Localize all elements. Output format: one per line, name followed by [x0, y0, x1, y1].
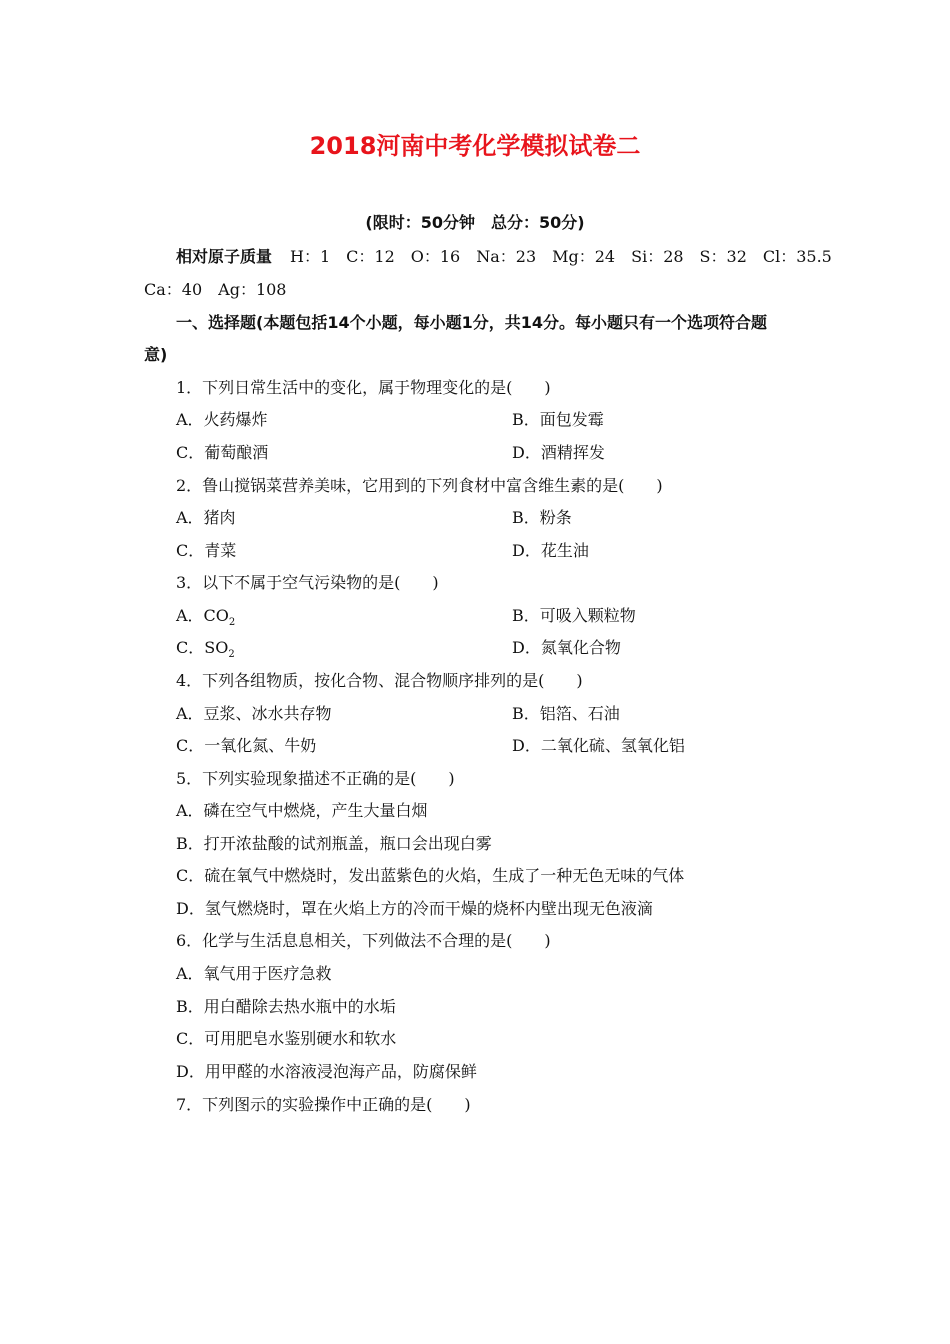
option-b: B．粉条	[512, 508, 572, 527]
option-c	[176, 637, 235, 666]
option-c: C．一氧化氮、牛奶	[176, 736, 317, 755]
option-a: A．豆浆、冰水共存物	[176, 704, 332, 723]
option-d: D．用甲醛的水溶液浸泡海产品，防腐保鲜	[176, 1062, 477, 1081]
option-b: B．用白醋除去热水瓶中的水垢	[176, 997, 396, 1016]
question-stem: 3．以下不属于空气污染物的是( )	[176, 573, 439, 592]
section-heading: 一、选择题(本题包括14个小题，每小题1分，共14分。每小题只有一个选项符合题	[176, 313, 767, 332]
option-d: D．花生油	[512, 541, 589, 560]
option-d: D．二氧化硫、氢氧化铝	[512, 736, 685, 755]
atomic-mass-values-2: Ca：40 Ag：108	[144, 280, 287, 299]
option-b: B．打开浓盐酸的试剂瓶盖，瓶口会出现白雾	[176, 834, 492, 853]
atomic-mass-label: 相对原子质量	[176, 247, 273, 266]
option-c: C．硫在氧气中燃烧时，发出蓝紫色的火焰，生成了一种无色无味的气体	[176, 866, 685, 885]
time-score-subtitle: (限时：50分钟 总分：50分)	[365, 213, 585, 232]
option-a: A．磷在空气中燃烧，产生大量白烟	[176, 801, 428, 820]
option-a-text: A．CO	[176, 606, 229, 625]
question-stem: 5．下列实验现象描述不正确的是( )	[176, 769, 455, 788]
option-d: D．氢气燃烧时，罩在火焰上方的冷而干燥的烧杯内壁出现无色液滴	[176, 899, 653, 918]
option-c: C．青菜	[176, 541, 237, 560]
option-c: C．可用肥皂水鉴别硬水和软水	[176, 1029, 397, 1048]
page-title: 2018河南中考化学模拟试卷二	[309, 132, 641, 160]
option-b: B．面包发霉	[512, 410, 604, 429]
option-a	[176, 605, 235, 634]
option-c: C．葡萄酿酒	[176, 443, 269, 462]
option-d: D．氮氧化合物	[512, 638, 621, 657]
option-c-text: C．SO	[176, 638, 229, 657]
option-a: A．氧气用于医疗急救	[176, 964, 332, 983]
option-a: A．火药爆炸	[176, 410, 268, 429]
question-stem: 1．下列日常生活中的变化，属于物理变化的是( )	[176, 378, 551, 397]
option-d: D．酒精挥发	[512, 443, 605, 462]
subscript: 2	[228, 649, 235, 660]
section-heading-cont: 意)	[144, 345, 168, 364]
atomic-mass-values-1: H：1 C：12 O：16 Na：23 Mg：24 Si：28 S：32 Cl：35.5	[290, 247, 832, 266]
atomic-mass-line-1	[176, 246, 832, 268]
option-b: B．铝箔、石油	[512, 704, 620, 723]
option-b: B．可吸入颗粒物	[512, 606, 636, 625]
question-stem: 2．鲁山搅锅菜营养美味，它用到的下列食材中富含维生素的是( )	[176, 476, 663, 495]
question-stem: 7．下列图示的实验操作中正确的是( )	[176, 1095, 471, 1114]
question-stem: 4．下列各组物质，按化合物、混合物顺序排列的是( )	[176, 671, 583, 690]
subscript: 2	[228, 617, 236, 628]
question-stem: 6．化学与生活息息相关，下列做法不合理的是( )	[176, 931, 551, 950]
option-a: A．猪肉	[176, 508, 236, 527]
